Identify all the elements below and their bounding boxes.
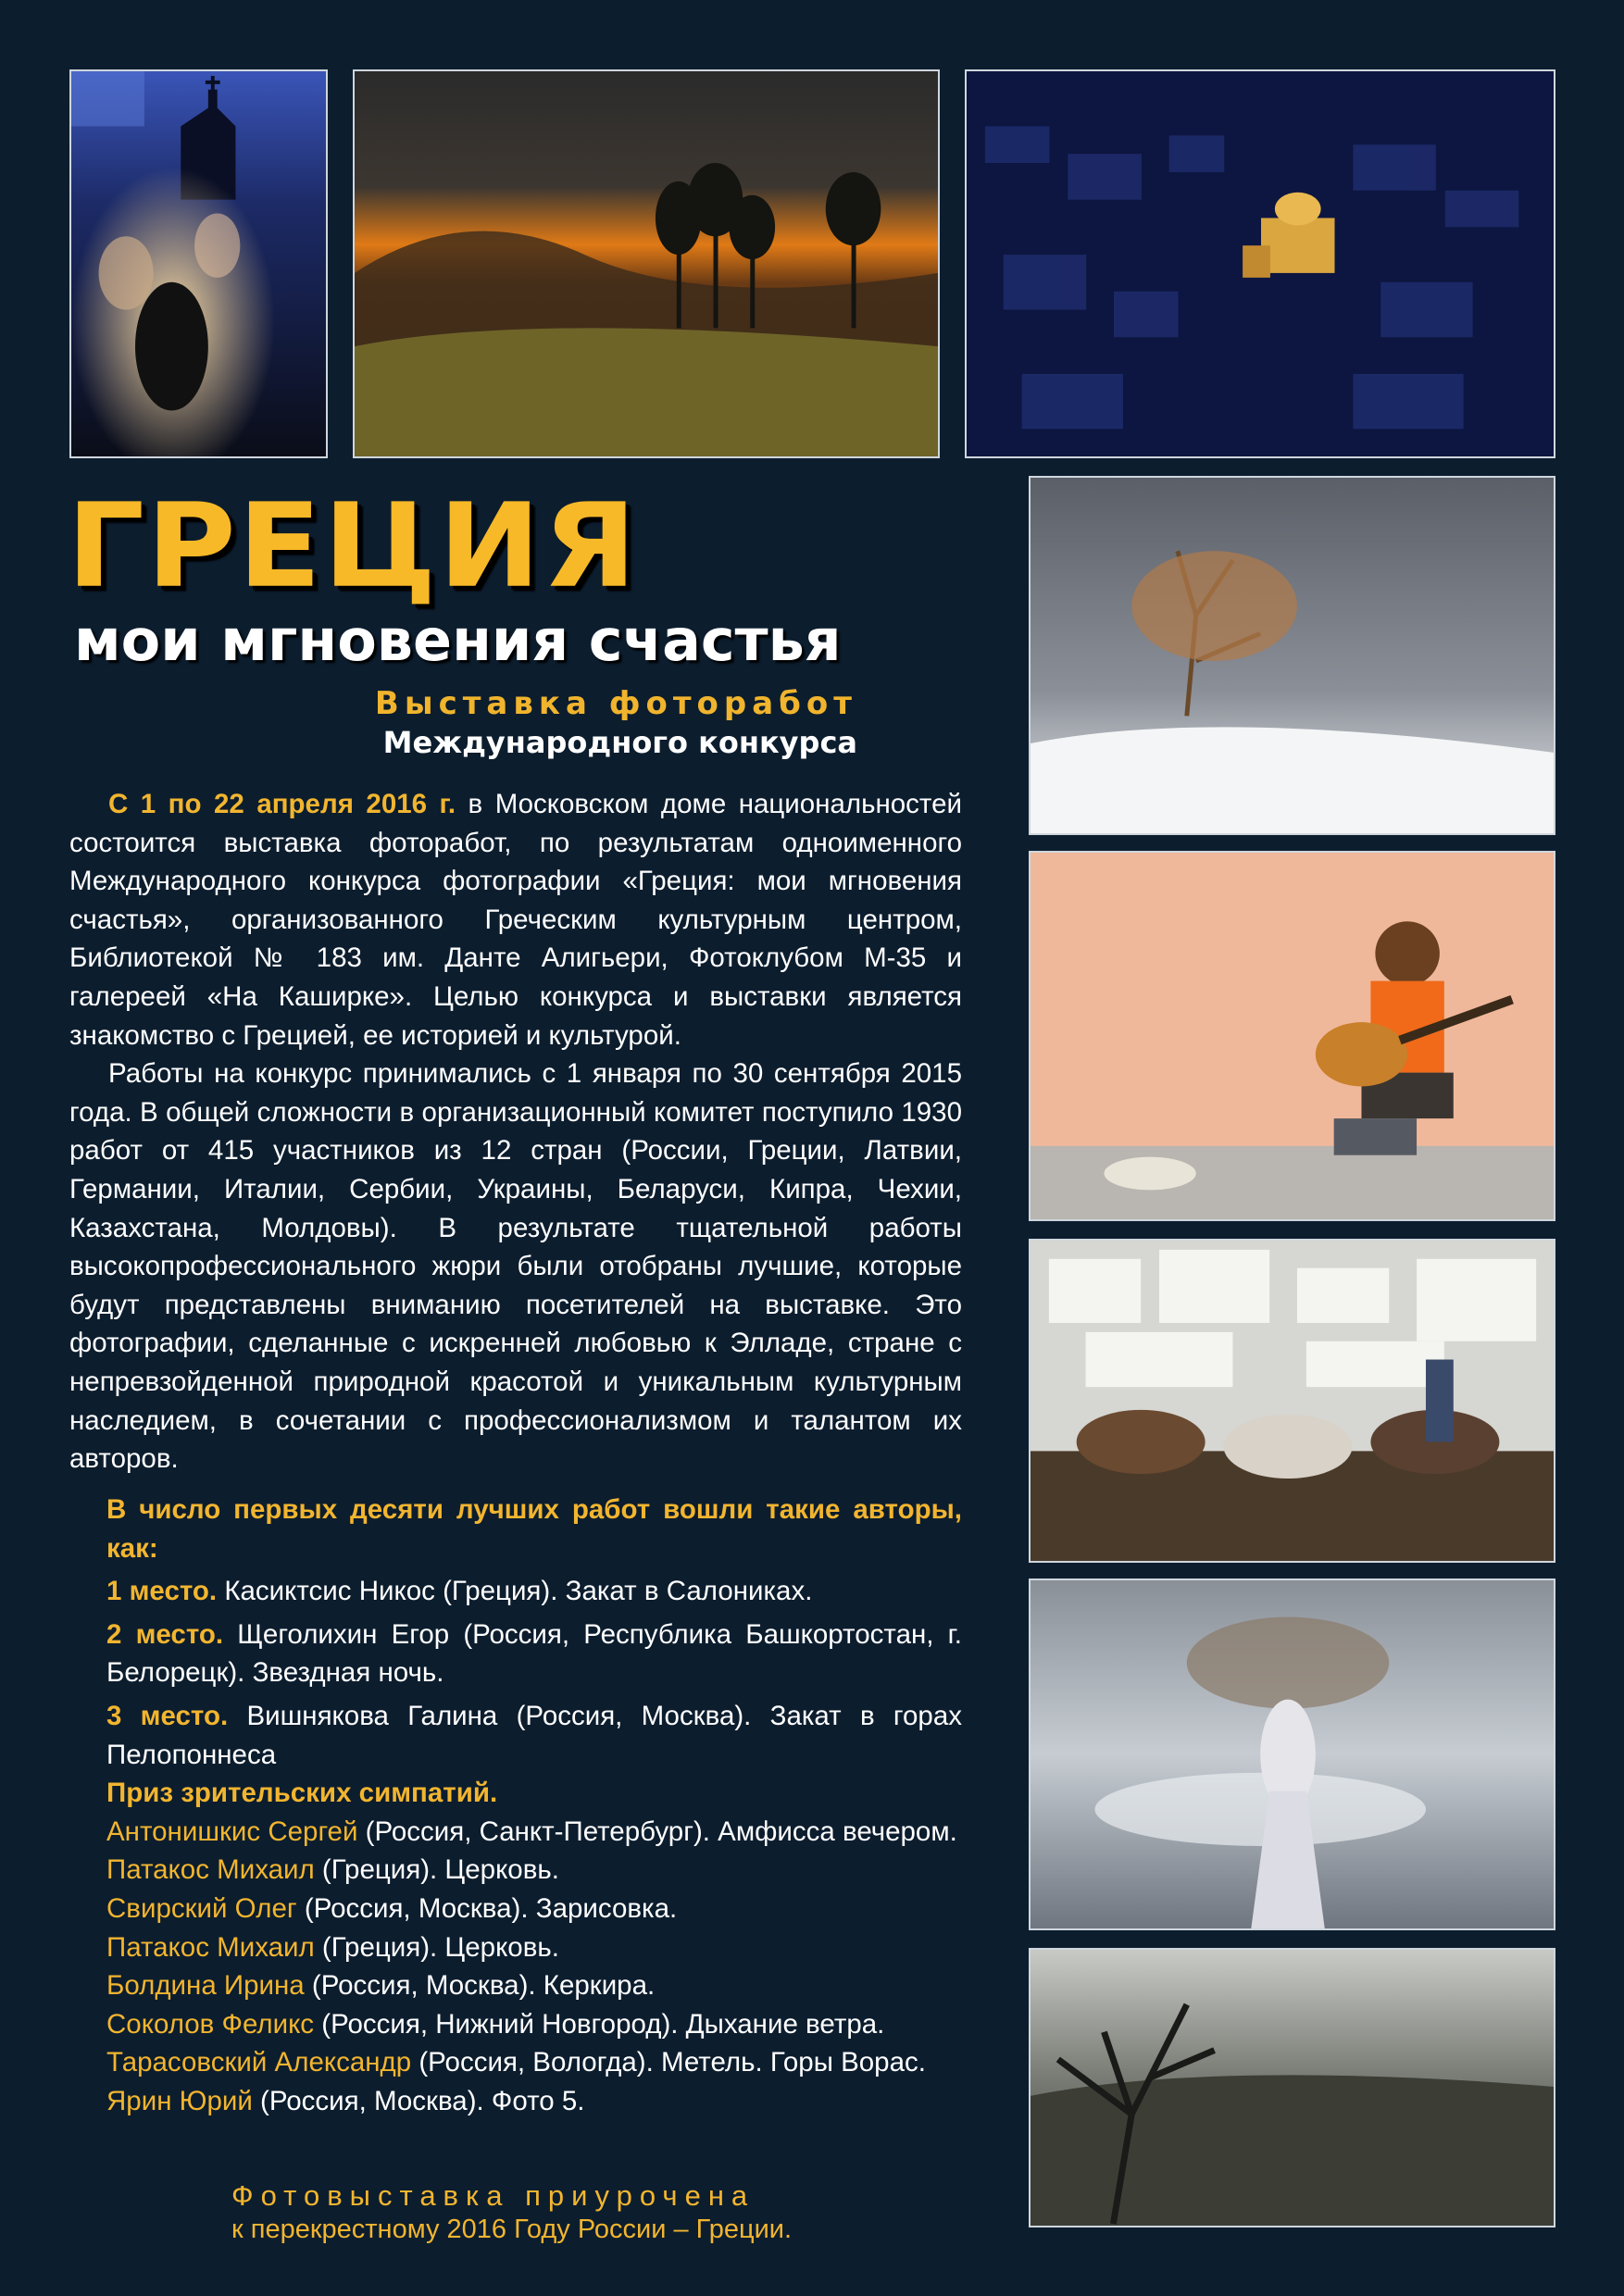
place-label: 2 место. [106,1618,224,1650]
author-name: Соколов Феликс [106,2008,315,2040]
author-name: Свирский Олег [106,1892,297,1924]
photo-woman-sea-shawl [1029,1578,1555,1930]
page-subtitle: мои мгновения счастья [74,606,842,674]
author-work: (Россия, Москва). Фото 5. [252,2085,585,2116]
audience-item [106,2043,962,2082]
place-item [106,1697,962,1774]
author-name: Тарасовский Александр [106,2047,412,2078]
author-work: (Россия, Вологда). Метель. Горы Ворас. [411,2047,926,2078]
author-work: (Россия, Москва). Керкира. [304,1970,656,2002]
author-work: (Греция). Церковь. [314,1931,559,1963]
photo-sunset-mountains [353,69,940,458]
author-name: Антонишкис Сергей [106,1816,358,1847]
page-title: ГРЕЦИЯ [67,478,639,615]
audience-item [106,1813,962,1852]
audience-item [106,1890,962,1928]
place-text: Щеголихин Егор (Россия, Республика Башкортостан, г. Белорецк). Звездная ночь. [106,1618,962,1689]
place-label: 3 место. [106,1700,229,1731]
audience-item [106,1851,962,1890]
audience-item [106,2005,962,2044]
author-work: (Россия, Нижний Новгород). Дыхание ветра. [314,2008,885,2040]
exhibition-sublabel: Международного конкурса [382,725,857,760]
footer-note-line2: к перекрестному 2016 Году России – Греции. [231,2215,793,2244]
article-body [69,785,962,1479]
footer-note-line1: Фотовыставка приурочена [231,2179,756,2212]
photo-dead-tree-hills [1029,1948,1555,2227]
author-name: Ярин Юрий [106,2085,253,2116]
paragraph-intro-text: в Московском доме национальностей состоится выставка фоторабот, по результатам одноименного Международного конкурса фотографии «Греция: мои мгновения счастья», организованного Греческим культурным центром, Библиотекой № 183 им. Данте Алигьери, Фотоклубом М-35 и галереей «На Каширке». Целью конкурса и выставки является знакомство с Грецией, ее историей и культурой. [69,789,962,1051]
author-work: (Россия, Москва). Зарисовка. [296,1892,678,1924]
author-name: Болдина Ирина [106,1970,305,2002]
top-works-heading: В число первых десяти лучших работ вошли такие авторы, как: [106,1494,962,1564]
place-item [106,1572,962,1611]
paragraph-details: Работы на конкурс принимались с 1 января по 30 сентября 2015 года. В общей сложности в организационный комитет поступило 1930 работ от 415 участников из 12 стран (России, Греции, Латвии, Германии, Италии, Сербии, Украины, Беларуси, Кипра, Чехии, Казахстана, Молдовы). В результате тщательной работы высокопрофессионального жюри были отобраны лучшие, которые будут представлены вниманию посетителей на выставке. Это фотографии, сделанные с искренней любовью к Элладе, стране с непревзойденной природной красотой и уникальным культурным наследием, в сочетании с профессионализмом и талантом их авторов. [69,1058,962,1475]
place-text: Вишнякова Галина (Россия, Москва). Закат в горах Пелопоннеса [106,1700,962,1770]
place-label: 1 место. [106,1576,218,1607]
author-name: Патакос Михаил [106,1854,315,1886]
photo-tree-snow-storm [1029,476,1555,835]
audience-item [106,2082,962,2121]
exhibition-label: Выставка фоторабот [374,685,857,722]
paragraph-intro [69,785,962,1054]
place-text: Касиктсис Никос (Греция). Закат в Салониках. [217,1576,813,1607]
results-list [106,1491,962,2121]
photo-candle-procession [69,69,328,458]
audience-prize-heading: Приз зрительских симпатий. [106,1778,498,1809]
author-work: (Россия, Санкт-Петербург). Амфисса вечером. [357,1816,957,1847]
place-item [106,1616,962,1692]
photo-donkeys-santorini [1029,1239,1555,1563]
audience-item [106,1928,962,1967]
audience-item [106,1966,962,2005]
photo-night-town-church [965,69,1555,458]
author-work: (Греция). Церковь. [314,1854,559,1886]
author-name: Патакос Михаил [106,1931,315,1963]
date-highlight: С 1 по 22 апреля 2016 г. [108,789,456,819]
photo-guitarist [1029,851,1555,1221]
